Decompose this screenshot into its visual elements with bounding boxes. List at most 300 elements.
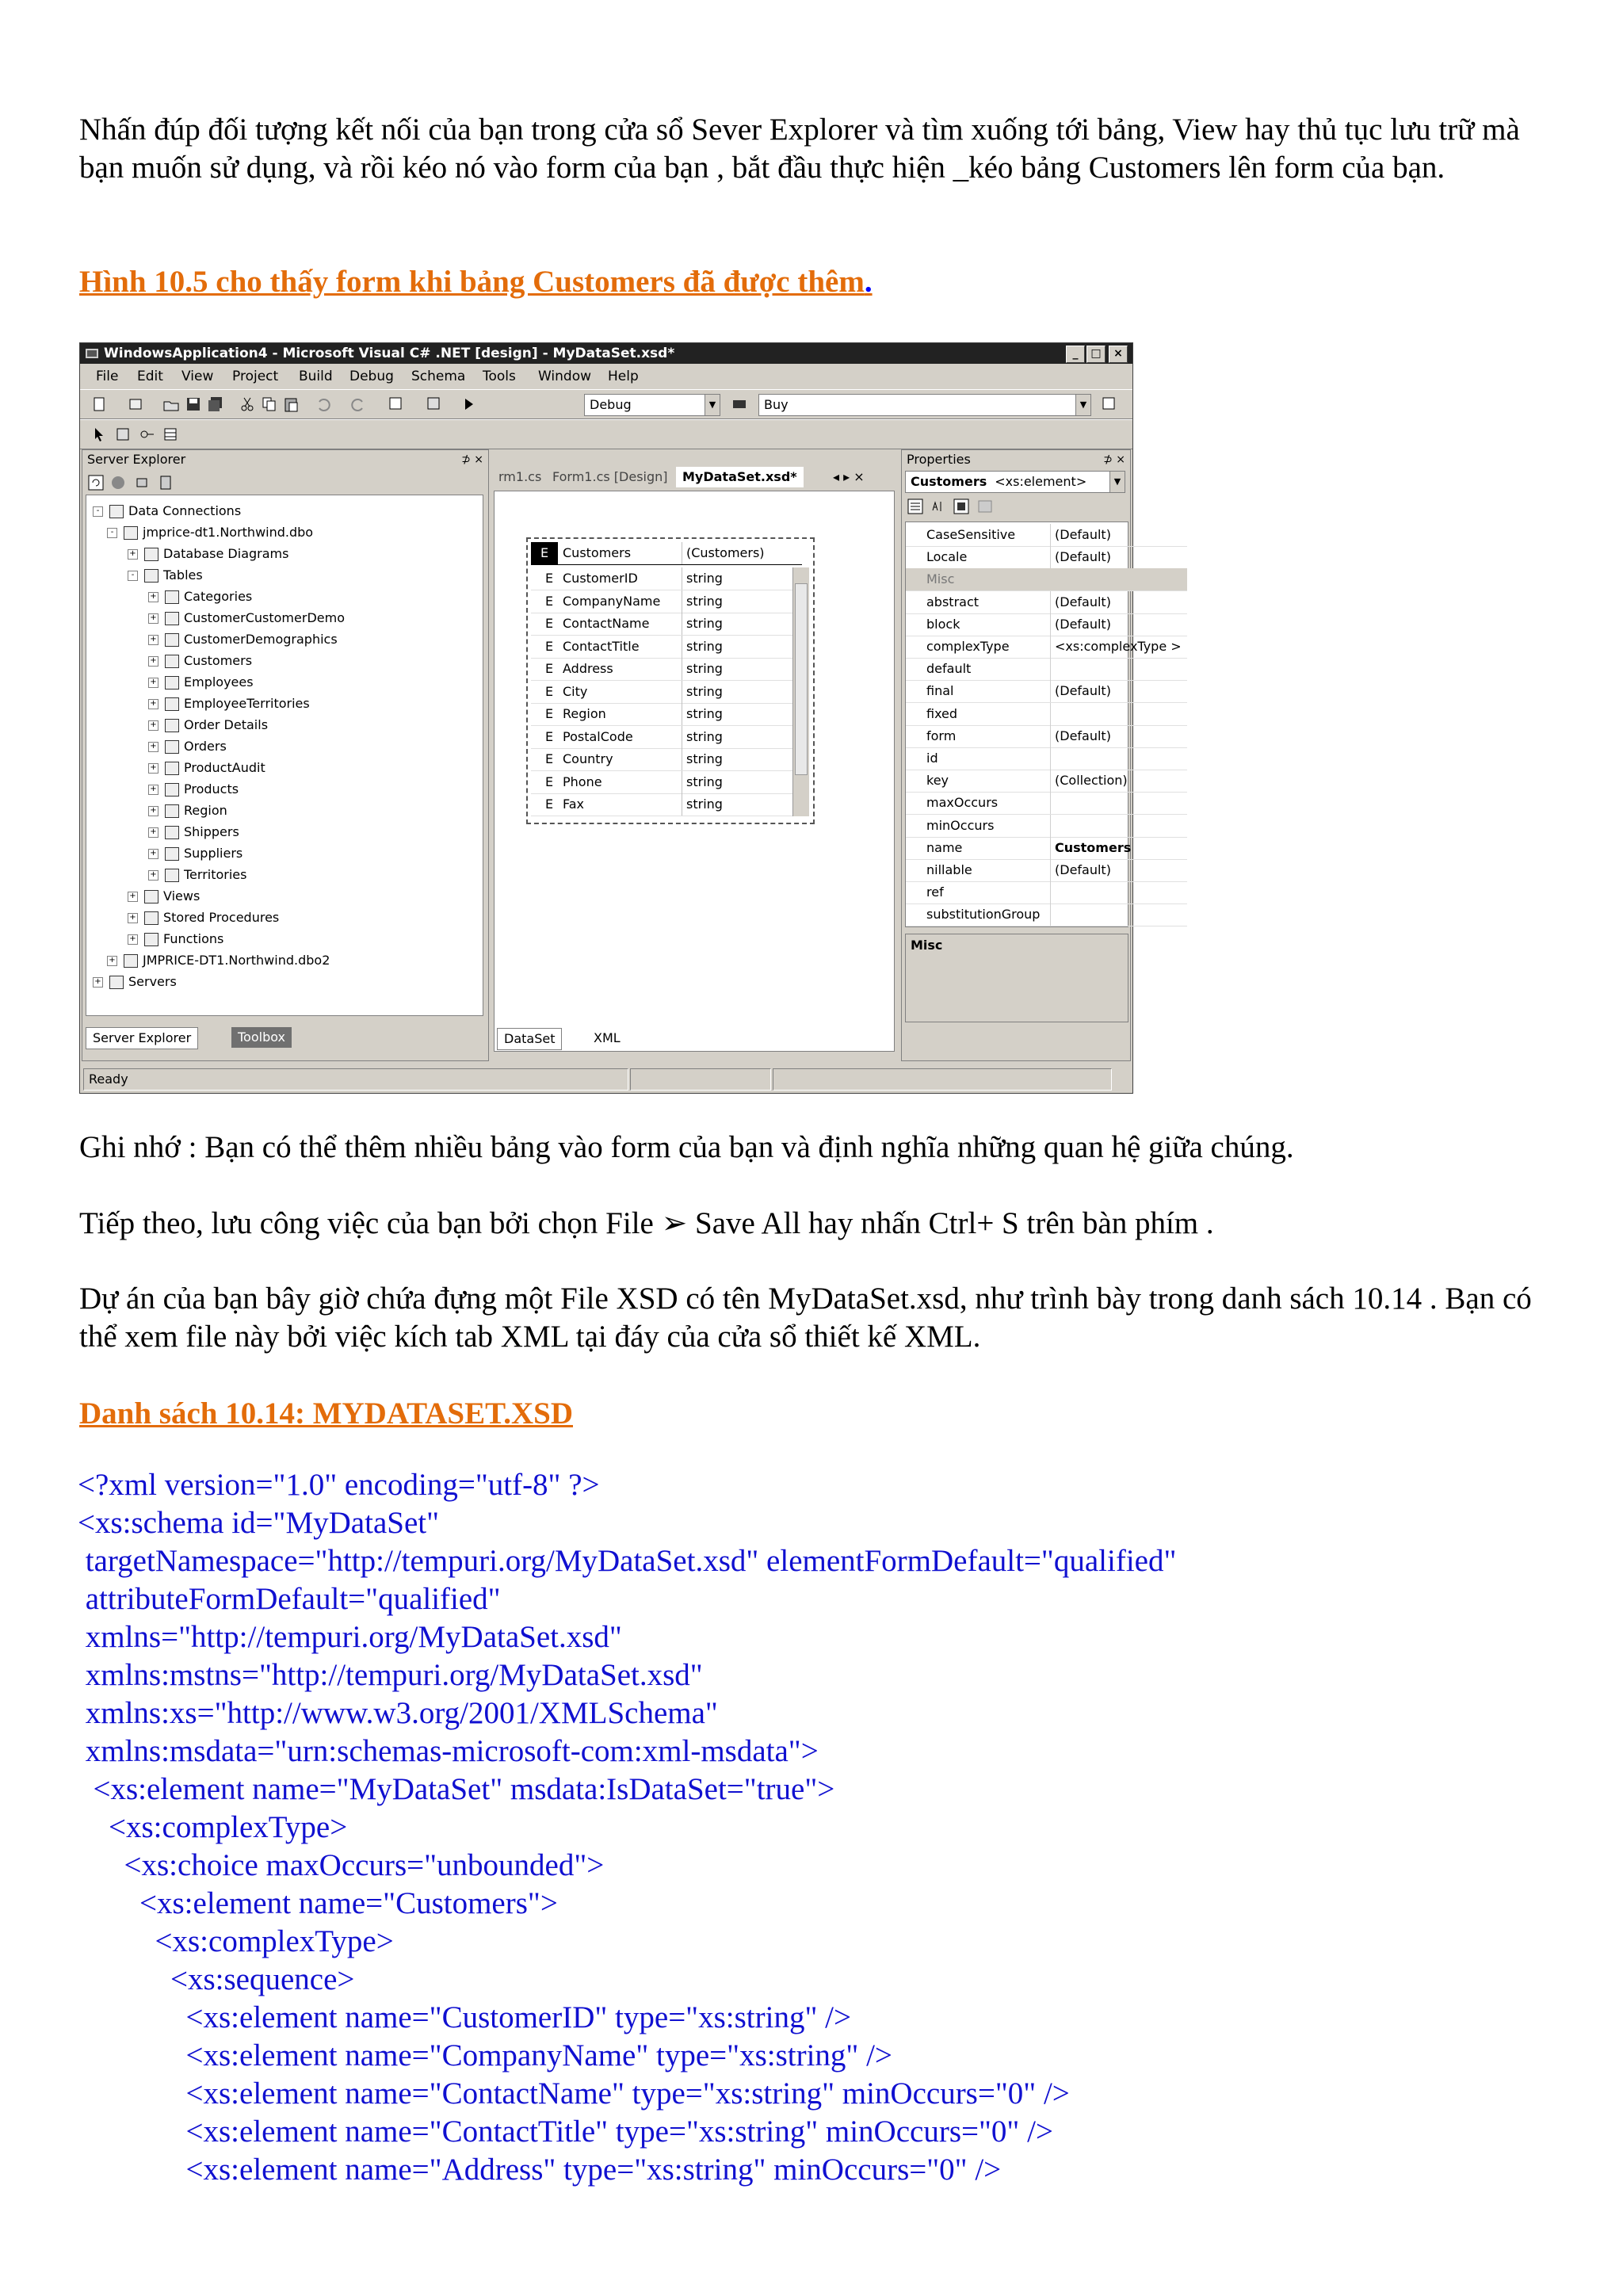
code-line: attributeFormDefault="qualified"	[78, 1582, 501, 1616]
xsd-field-row[interactable]	[531, 658, 802, 681]
property-name: default	[926, 661, 972, 677]
code-line: <xs:element name="Address" type="xs:string" minOccurs="0" />	[78, 2153, 1002, 2187]
code-line: <xs:complexType>	[78, 1924, 394, 1958]
tree-item-label: Territories	[184, 867, 247, 882]
tree-item[interactable]	[148, 628, 338, 650]
property-description	[905, 934, 1128, 1022]
property-row[interactable]	[906, 658, 1187, 681]
property-row[interactable]	[906, 904, 1187, 926]
tree-item[interactable]	[128, 885, 200, 907]
tree-item[interactable]	[107, 521, 313, 543]
connect-server-icon[interactable]	[157, 474, 174, 491]
navigate-icon[interactable]	[388, 395, 405, 413]
tree-item-label: JMPRICE-DT1.Northwind.dbo2	[143, 953, 330, 968]
property-row[interactable]	[906, 613, 1187, 636]
field-key: E	[544, 616, 554, 631]
field-type: string	[686, 683, 723, 699]
property-value[interactable]: (Default)	[1055, 594, 1111, 609]
table-icon	[124, 954, 138, 968]
tree-item-label: CustomerCustomerDemo	[184, 610, 345, 625]
property-name: fixed	[926, 705, 958, 721]
table-icon	[165, 633, 179, 647]
column-separator	[1050, 725, 1051, 747]
save-icon[interactable]	[185, 395, 202, 413]
table-icon	[165, 719, 179, 732]
property-name: minOccurs	[926, 817, 995, 833]
code-line: <xs:element name="ContactName" type="xs:string" minOccurs="0" />	[78, 2076, 1070, 2111]
field-name: ContactTitle	[563, 638, 640, 654]
menu-schema[interactable]: Schema	[411, 369, 466, 384]
property-name: maxOccurs	[926, 795, 999, 811]
tree-item-label: Data Connections	[128, 503, 242, 518]
expand-icon[interactable]: +	[148, 592, 158, 602]
tab-xml-label: XML	[594, 1030, 621, 1045]
pointer-icon[interactable]	[91, 426, 109, 443]
figure-caption[interactable]	[79, 263, 873, 301]
column-separator	[1050, 703, 1051, 725]
refresh-icon[interactable]	[87, 474, 105, 491]
tab-mydataset-xsd[interactable]: MyDataSet.xsd*	[676, 467, 804, 487]
property-value[interactable]: (Default)	[1055, 862, 1111, 877]
field-name: CustomerID	[563, 571, 638, 586]
property-name: id	[926, 751, 938, 766]
field-type: string	[686, 571, 723, 586]
property-row[interactable]	[906, 725, 1187, 748]
property-value[interactable]: Customers	[1055, 839, 1132, 855]
code-line: <xs:element name="MyDataSet" msdata:IsDataSet="true">	[78, 1772, 835, 1806]
note-paragraph: Ghi nhớ : Bạn có thể thêm nhiều bảng vào form của bạn và định nghĩa những quan hệ giữa chúng.	[79, 1130, 1294, 1164]
tree-item[interactable]	[148, 735, 227, 757]
code-line: <xs:sequence>	[78, 1962, 355, 1996]
tab-form1-design[interactable]: Form1.cs [Design]	[552, 469, 668, 484]
property-name: nillable	[926, 862, 972, 877]
code-line: xmlns:mstns="http://tempuri.org/MyDataSet.xsd"	[78, 1658, 703, 1692]
solution-explorer-icon[interactable]	[1101, 395, 1118, 413]
field-type: string	[686, 797, 723, 812]
tree-item-label: Employees	[184, 674, 254, 690]
code-listing	[78, 1466, 1425, 2189]
tree-item-label: Servers	[128, 974, 177, 989]
table-icon	[165, 826, 179, 839]
xsd-field-row[interactable]	[531, 748, 802, 771]
schema-toolbar	[80, 419, 1132, 449]
open-file-icon[interactable]	[162, 395, 180, 413]
chevron-down-icon[interactable]: ▼	[1109, 472, 1125, 492]
xsd-field-row[interactable]	[531, 703, 802, 726]
code-line: <xs:choice maxOccurs="unbounded">	[78, 1848, 605, 1882]
expand-icon[interactable]: +	[128, 549, 138, 560]
field-name: CompanyName	[563, 593, 661, 609]
property-value[interactable]: <xs:complexType >	[1055, 639, 1182, 654]
redo-icon[interactable]	[349, 395, 367, 413]
tree-item-label: Orders	[184, 739, 227, 754]
property-row[interactable]	[906, 568, 1187, 591]
find-combo[interactable]	[758, 394, 1091, 416]
property-row[interactable]	[906, 881, 1187, 904]
field-type: string	[686, 616, 723, 631]
expand-icon[interactable]: +	[148, 613, 158, 624]
expand-icon[interactable]: +	[148, 849, 158, 859]
expand-icon[interactable]: +	[107, 956, 117, 966]
tree-item[interactable]	[148, 842, 242, 864]
window-titlebar	[80, 343, 1132, 364]
tree-item[interactable]	[148, 607, 345, 628]
xsd-field-row[interactable]	[531, 793, 802, 816]
figure-caption-end: .	[864, 265, 873, 299]
menu-edit[interactable]: Edit	[137, 369, 163, 384]
table-icon	[165, 869, 179, 882]
key-icon[interactable]	[139, 426, 156, 443]
menu-file[interactable]: File	[96, 369, 119, 384]
alphabetical-icon[interactable]	[929, 498, 946, 515]
pin-icon[interactable]: ⊅ ×	[1103, 453, 1125, 466]
property-value[interactable]: (Default)	[1055, 728, 1111, 743]
field-name: City	[563, 683, 588, 699]
table-icon	[165, 590, 179, 604]
expand-icon[interactable]: +	[148, 742, 158, 752]
figure-caption-text[interactable]: Hình 10.5 cho thấy form khi bảng Customers đã được thêm	[79, 265, 865, 299]
code-line: targetNamespace="http://tempuri.org/MyDataSet.xsd" elementFormDefault="qualified"	[78, 1544, 1177, 1578]
menu-bar	[80, 365, 1132, 388]
collapse-icon[interactable]: -	[128, 571, 138, 581]
property-name: abstract	[926, 594, 980, 609]
minimize-button[interactable]: _	[1066, 346, 1085, 363]
find-combo-value: Buy	[764, 397, 789, 412]
expand-icon[interactable]: +	[93, 977, 103, 988]
project-paragraph: Dự án của bạn bây giờ chứa đựng một File XSD có tên MyDataSet.xsd, như trình bày trong danh sách 10.14 . Bạn có thể xem file này bởi việc kích tab XML tại đáy của cửa sổ thiết kế XML.	[79, 1282, 1532, 1354]
table-icon	[165, 676, 179, 690]
table-icon	[165, 804, 179, 818]
table-icon	[144, 890, 158, 904]
tree-item[interactable]	[128, 928, 223, 949]
menu-window[interactable]: Window	[538, 369, 592, 384]
properties-object-combo[interactable]	[905, 471, 1125, 493]
code-line: xmlns:msdata="urn:schemas-microsoft-com:xml-msdata">	[78, 1734, 819, 1768]
tab-server-explorer-label: Server Explorer	[93, 1030, 192, 1045]
start-icon[interactable]	[460, 395, 478, 413]
tree-item-label: CustomerDemographics	[184, 632, 338, 647]
xsd-field-row[interactable]	[531, 567, 802, 590]
xsd-scrollbar[interactable]	[792, 567, 809, 816]
tree-item-label: Suppliers	[184, 846, 243, 861]
server-explorer-title: Server Explorer	[87, 452, 186, 467]
property-name: Locale	[926, 549, 968, 565]
maximize-button[interactable]: □	[1086, 346, 1106, 363]
column-separator	[1050, 904, 1051, 926]
field-name: ContactName	[563, 616, 650, 631]
column-separator	[1050, 636, 1051, 658]
property-name: CaseSensitive	[926, 527, 1016, 542]
xsd-field-row[interactable]	[531, 681, 802, 704]
table-icon	[144, 933, 158, 946]
tab-dataset-label: DataSet	[504, 1031, 556, 1046]
table-icon	[144, 911, 158, 925]
config-combo[interactable]	[584, 394, 720, 416]
code-line: <xs:element name="CompanyName" type="xs:string" />	[78, 2038, 892, 2073]
expand-icon[interactable]: +	[148, 656, 158, 667]
property-row[interactable]	[906, 703, 1187, 726]
expand-icon[interactable]: +	[128, 934, 138, 945]
property-value[interactable]: (Default)	[1055, 527, 1111, 542]
code-line: xmlns:xs="http://www.w3.org/2001/XMLSchema"	[78, 1696, 718, 1730]
tab-dataset[interactable]	[497, 1028, 562, 1050]
find-in-files-icon[interactable]	[731, 395, 749, 413]
scrollbar-thumb[interactable]	[795, 583, 808, 775]
column-separator	[1050, 613, 1051, 636]
tree-item[interactable]	[148, 671, 254, 693]
standard-toolbar	[80, 389, 1132, 419]
close-button[interactable]: ×	[1109, 346, 1128, 363]
config-combo-value: Debug	[590, 397, 632, 412]
object-name: Customers	[911, 474, 987, 489]
expand-icon[interactable]: +	[148, 635, 158, 645]
app-icon	[85, 346, 99, 361]
xsd-field-row[interactable]	[531, 636, 802, 659]
field-key: E	[544, 571, 554, 586]
tab-toolbox[interactable]	[231, 1027, 292, 1048]
field-key: E	[544, 638, 554, 654]
field-key: E	[544, 661, 554, 676]
menu-view[interactable]: View	[181, 369, 214, 384]
tree-item-label: ProductAudit	[184, 760, 265, 775]
property-name: substitutionGroup	[926, 907, 1041, 923]
property-name: ref	[926, 884, 944, 900]
tree-item-label: Products	[184, 781, 239, 797]
xsd-header-type: (Customers)	[686, 545, 765, 560]
property-row[interactable]	[906, 524, 1187, 547]
field-key: E	[544, 706, 554, 721]
property-row[interactable]	[906, 815, 1187, 838]
tree-item[interactable]	[128, 564, 203, 586]
tree-item-label: Stored Procedures	[163, 910, 280, 925]
column-separator	[1050, 859, 1051, 881]
field-key: E	[544, 593, 554, 609]
cut-icon[interactable]	[239, 395, 256, 413]
table-icon	[165, 655, 179, 668]
field-key: E	[544, 797, 554, 812]
property-pages-icon[interactable]	[976, 498, 994, 515]
column-separator	[1050, 524, 1051, 546]
column-separator	[1050, 770, 1051, 792]
property-name: final	[926, 683, 954, 699]
tab-form1-code[interactable]: rm1.cs	[498, 469, 542, 484]
tree-item-label: Views	[163, 888, 200, 904]
table-icon	[144, 569, 158, 583]
tree-item-label: Region	[184, 803, 227, 818]
tree-item[interactable]	[148, 693, 310, 714]
code-line: <xs:element name="Customers">	[78, 1886, 558, 1920]
find-window-icon[interactable]	[426, 395, 443, 413]
table-icon	[109, 505, 124, 518]
tree-item-label: Tables	[163, 567, 203, 583]
expand-icon[interactable]: +	[148, 763, 158, 774]
relation-icon[interactable]	[115, 426, 132, 443]
field-name: Fax	[563, 797, 585, 812]
property-row[interactable]	[906, 546, 1187, 569]
tree-item[interactable]	[148, 800, 227, 821]
tree-item[interactable]	[93, 500, 241, 521]
tree-item[interactable]	[148, 714, 268, 735]
tab-server-explorer[interactable]	[86, 1027, 198, 1049]
tree-item-label: Order Details	[184, 717, 269, 732]
property-name: form	[926, 728, 957, 743]
field-name: PostalCode	[563, 728, 633, 744]
table-icon	[165, 847, 179, 861]
tab-toolbox-label: Toolbox	[238, 1030, 285, 1045]
tree-item[interactable]	[148, 821, 239, 842]
tree-item[interactable]	[128, 907, 279, 928]
code-line: <xs:schema id="MyDataSet"	[78, 1506, 440, 1540]
field-type: string	[686, 638, 723, 654]
field-type: string	[686, 751, 723, 766]
tree-item[interactable]	[148, 864, 246, 885]
object-type: <xs:element>	[995, 474, 1087, 489]
tree-item[interactable]	[148, 778, 239, 800]
expand-icon[interactable]: +	[148, 720, 158, 731]
expand-icon[interactable]: +	[148, 699, 158, 709]
tree-item[interactable]	[148, 650, 252, 671]
property-row[interactable]	[906, 636, 1187, 659]
field-type: string	[686, 661, 723, 676]
property-row[interactable]	[906, 770, 1187, 793]
tree-item-label: Customers	[184, 653, 253, 668]
field-type: string	[686, 706, 723, 721]
table-icon	[109, 976, 124, 989]
column-separator	[1050, 658, 1051, 680]
add-item-icon[interactable]	[128, 395, 145, 413]
table-icon[interactable]	[162, 426, 180, 443]
xsd-field-row[interactable]	[531, 771, 802, 794]
properties-title: Properties	[907, 452, 971, 467]
properties-icon[interactable]	[953, 498, 970, 515]
expand-icon[interactable]: +	[128, 913, 138, 923]
tree-item[interactable]	[148, 586, 252, 607]
expand-icon[interactable]: +	[148, 827, 158, 838]
connect-database-icon[interactable]	[135, 474, 152, 491]
status-cell	[630, 1068, 771, 1091]
field-type: string	[686, 728, 723, 744]
field-key: E	[544, 683, 554, 699]
property-row[interactable]	[906, 747, 1187, 770]
property-row[interactable]	[906, 859, 1187, 882]
table-icon	[165, 783, 179, 797]
expand-icon[interactable]: +	[148, 785, 158, 795]
expand-icon[interactable]: +	[128, 892, 138, 902]
chevron-down-icon[interactable]: ▼	[1075, 395, 1090, 415]
property-value[interactable]: (Collection)	[1055, 773, 1128, 789]
column-separator	[1050, 837, 1051, 859]
property-name: complexType	[926, 639, 1010, 654]
column-separator	[1050, 747, 1051, 770]
new-project-icon[interactable]	[91, 395, 109, 413]
field-key: E	[544, 751, 554, 766]
customers-element-box[interactable]	[526, 537, 815, 824]
chevron-down-icon[interactable]: ▼	[705, 395, 720, 415]
doc-tab-controls[interactable]: ◂ ▸ ×	[833, 469, 865, 484]
tree-item[interactable]	[148, 757, 265, 778]
collapse-icon[interactable]: -	[93, 506, 103, 517]
tree-item-label: EmployeeTerritories	[184, 696, 310, 711]
tree-item-label: jmprice-dt1.Northwind.dbo	[143, 525, 314, 540]
copy-icon[interactable]	[261, 395, 278, 413]
code-line: <xs:complexType>	[78, 1810, 348, 1844]
field-name: Address	[563, 661, 613, 676]
menu-help[interactable]: Help	[608, 369, 639, 384]
property-row[interactable]	[906, 837, 1187, 860]
property-value[interactable]: (Default)	[1055, 616, 1111, 632]
undo-icon[interactable]	[315, 395, 332, 413]
tree-item[interactable]	[93, 971, 177, 992]
xsd-header-name: Customers	[563, 545, 632, 560]
xsd-field-row[interactable]	[531, 613, 802, 636]
table-icon	[165, 740, 179, 754]
collapse-icon[interactable]: -	[107, 528, 117, 538]
property-value[interactable]: (Default)	[1055, 683, 1111, 699]
field-name: Phone	[563, 774, 602, 789]
expand-icon[interactable]: +	[148, 870, 158, 881]
doc-tab-strip	[492, 468, 895, 486]
status-cell	[773, 1068, 1112, 1091]
window-title: WindowsApplication4 - Microsoft Visual C# .NET [design] - MyDataSet.xsd*	[104, 346, 675, 361]
xsd-field-row[interactable]	[531, 726, 802, 749]
code-line: xmlns="http://tempuri.org/MyDataSet.xsd"	[78, 1620, 622, 1654]
menu-project[interactable]: Project	[232, 369, 279, 384]
table-icon	[165, 612, 179, 625]
property-name: name	[926, 839, 963, 855]
server-explorer-tree	[86, 495, 483, 1016]
field-name: Region	[563, 706, 606, 721]
menu-debug[interactable]: Debug	[349, 369, 394, 384]
description-title: Misc	[911, 938, 943, 953]
property-value[interactable]: (Default)	[1055, 549, 1111, 565]
tree-item[interactable]	[128, 543, 288, 564]
property-row[interactable]	[906, 591, 1187, 614]
code-line: <xs:element name="CustomerID" type="xs:string" />	[78, 2000, 851, 2034]
status-text: Ready	[83, 1068, 628, 1091]
properties-panel	[901, 449, 1182, 1061]
listing-heading[interactable]: Danh sách 10.14: MYDATASET.XSD	[79, 1396, 573, 1431]
xsd-designer	[494, 491, 895, 1052]
property-name: Misc	[926, 571, 955, 587]
tree-item[interactable]	[107, 949, 330, 971]
tab-xml[interactable]	[587, 1028, 627, 1049]
xsd-field-row[interactable]	[531, 590, 802, 613]
ide-screenshot	[79, 342, 1182, 1094]
tree-item-label: Database Diagrams	[163, 546, 289, 561]
column-separator	[1050, 591, 1051, 613]
expand-icon[interactable]: +	[148, 678, 158, 688]
field-name: Country	[563, 751, 613, 766]
save-all-icon[interactable]	[207, 395, 224, 413]
table-icon	[124, 526, 138, 540]
property-row[interactable]	[906, 680, 1187, 703]
property-name: key	[926, 773, 949, 789]
pin-icon[interactable]: ⊅ ×	[461, 453, 483, 466]
menu-build[interactable]: Build	[299, 369, 333, 384]
intro-paragraph: Nhấn đúp đối tượng kết nối của bạn trong cửa sổ Sever Explorer và tìm xuống tới bảng, View hay thủ tục lưu trữ mà bạn muốn sử dụng, và rồi kéo nó vào form của bạn , bắt đầu thực hiện _kéo bảng Customers lên form của bạn.	[79, 113, 1520, 185]
xsd-header-row	[531, 542, 802, 565]
expand-icon[interactable]: +	[148, 806, 158, 816]
tree-item-label: Functions	[163, 931, 224, 946]
property-row[interactable]	[906, 792, 1187, 815]
categorized-icon[interactable]	[907, 498, 924, 515]
server-explorer-panel	[82, 449, 489, 1061]
menu-tools[interactable]: Tools	[483, 369, 516, 384]
table-icon	[165, 697, 179, 711]
table-icon	[165, 762, 179, 775]
paste-icon[interactable]	[283, 395, 300, 413]
stop-icon[interactable]	[109, 474, 127, 491]
